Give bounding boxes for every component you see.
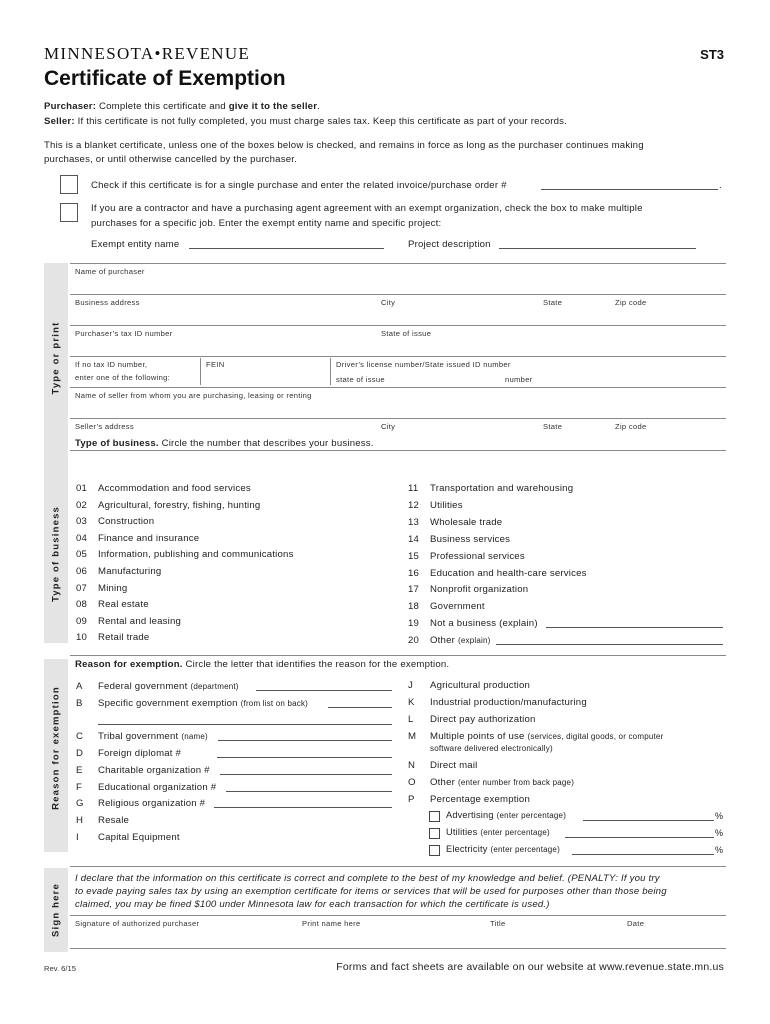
divider xyxy=(70,948,726,949)
business-item-label: Agricultural, forestry, fishing, hunting xyxy=(98,499,261,511)
percentage-note: (enter percentage) xyxy=(480,828,550,837)
fein-label: FEIN xyxy=(206,360,225,369)
percentage-checkbox[interactable] xyxy=(429,828,440,839)
business-heading-text: Circle the number that describes your business. xyxy=(158,438,374,449)
form-number: ST3 xyxy=(700,47,724,62)
blanket-text-2: purchases, or until otherwise cancelled by the purchaser. xyxy=(44,154,297,165)
business-item-number: 05 xyxy=(76,549,88,561)
declaration-line-1: I declare that the information on this certificate is correct and complete to the best of my knowledge and belief. (PENALTY: If you try xyxy=(75,873,660,884)
reason-entry-field[interactable] xyxy=(218,740,392,741)
reason-text: Religious organization # xyxy=(98,798,206,809)
reason-text: Multiple points of use xyxy=(430,731,525,742)
name-of-purchaser-label: Name of purchaser xyxy=(75,267,145,276)
reason-label xyxy=(430,760,478,771)
percentage-label xyxy=(446,827,550,838)
reason-letter: M xyxy=(408,731,417,742)
business-heading-bold: Type of business. xyxy=(75,438,159,449)
reason-letter: G xyxy=(76,798,84,809)
reason-note: (department) xyxy=(190,682,239,691)
reason-letter: I xyxy=(76,832,79,843)
business-item-label xyxy=(430,500,463,511)
business-item-label: Mining xyxy=(98,582,128,594)
reason-label xyxy=(430,680,530,691)
reason-heading xyxy=(75,659,449,670)
reason-label xyxy=(430,777,574,788)
divider xyxy=(70,866,726,867)
agency-logo: MINNESOTA•REVENUE xyxy=(44,44,251,63)
website-note: Forms and fact sheets are available on our website at www.revenue.state.mn.us xyxy=(336,961,724,973)
reason-letter: O xyxy=(408,777,416,788)
dl-state-label: state of issue xyxy=(336,375,385,384)
reason-text: Direct pay authorization xyxy=(430,714,536,725)
reason-text: Charitable organization # xyxy=(98,765,210,776)
reason-letter: F xyxy=(76,782,83,793)
percent-sign: % xyxy=(715,845,724,855)
business-item-label: Rental and leasing xyxy=(98,615,182,627)
business-item-label xyxy=(430,635,490,646)
percentage-checkbox[interactable] xyxy=(429,845,440,856)
reason-text: Resale xyxy=(98,815,130,826)
declaration-line-2: to evade paying sales tax by using an exemption certificate for items or services that will be used for purposes other than those being xyxy=(75,886,667,897)
reason-heading-bold: Reason for exemption. xyxy=(75,659,183,670)
percentage-field[interactable] xyxy=(572,854,714,855)
reason-letter: C xyxy=(76,731,84,742)
business-item-number: 10 xyxy=(76,632,88,644)
tax-id-label: Purchaser’s tax ID number xyxy=(75,329,173,338)
reason-letter: P xyxy=(408,794,415,805)
business-item-number: 08 xyxy=(76,599,88,611)
percentage-field[interactable] xyxy=(565,837,714,838)
reason-text: Other xyxy=(430,777,455,788)
business-item-text: Nonprofit organization xyxy=(430,584,529,596)
reason-label xyxy=(98,765,210,776)
reason-entry-field[interactable] xyxy=(220,774,392,775)
business-item-text: Wholesale trade xyxy=(430,516,503,528)
date-label: Date xyxy=(627,919,645,928)
reason-letter: L xyxy=(408,714,414,725)
no-tax-id-label-1: If no tax ID number, xyxy=(75,360,148,369)
state-of-issue-label: State of issue xyxy=(381,329,432,338)
reason-text: Educational organization # xyxy=(98,782,217,793)
divider xyxy=(70,418,726,419)
city-label: City xyxy=(381,298,396,307)
business-item-number: 15 xyxy=(408,550,420,562)
business-item-text: Education and health-care services xyxy=(430,567,587,579)
reason-label xyxy=(98,832,180,843)
declaration-line-3: claimed, you may be fined $100 under Minnesota law for each transaction for which the certificate is used.) xyxy=(75,899,550,910)
percentage-text: Electricity xyxy=(446,844,488,854)
single-purchase-checkbox[interactable] xyxy=(60,175,78,194)
divider xyxy=(70,294,726,295)
business-item-label xyxy=(430,584,528,595)
reason-entry-field[interactable] xyxy=(217,757,392,758)
exempt-entity-label: Exempt entity name xyxy=(91,239,180,250)
business-heading xyxy=(75,438,374,449)
business-item-label xyxy=(430,551,525,562)
divider xyxy=(70,325,726,326)
reason-label xyxy=(430,731,663,742)
reason-letter: E xyxy=(76,765,83,776)
reason-letter: J xyxy=(408,680,413,691)
type-or-print-label: Type or print xyxy=(50,321,62,395)
purchaser-text-bold: give it to the seller xyxy=(228,101,318,112)
business-item-number: 01 xyxy=(76,483,88,494)
reason-label xyxy=(430,697,587,708)
business-item-number: 06 xyxy=(76,566,88,577)
purchaser-text-end: . xyxy=(317,101,321,112)
percentage-checkbox[interactable] xyxy=(429,811,440,822)
seller-city-label: City xyxy=(381,422,396,431)
reason-letter: K xyxy=(408,697,415,708)
divider xyxy=(70,356,726,357)
contractor-checkbox[interactable] xyxy=(60,203,78,222)
project-field[interactable] xyxy=(499,248,696,249)
percentage-note: (enter percentage) xyxy=(490,845,560,854)
period: . xyxy=(719,180,722,191)
business-item-number: 17 xyxy=(408,584,420,596)
purchaser-label: Purchaser: xyxy=(44,101,97,112)
seller-zip-label: Zip code xyxy=(615,422,647,431)
business-item-text: Business services xyxy=(430,533,511,545)
business-item-number: 02 xyxy=(76,499,88,511)
reason-letter: A xyxy=(76,681,83,692)
business-item-number: 09 xyxy=(76,615,88,627)
seller-instruction xyxy=(44,116,567,127)
seller-state-label: State xyxy=(543,422,563,431)
no-tax-id-label-2: enter one of the following: xyxy=(75,373,171,382)
business-item-number: 20 xyxy=(408,635,420,647)
reason-label xyxy=(98,782,216,793)
percentage-label xyxy=(446,810,566,821)
reason-label xyxy=(98,748,181,759)
business-address-label: Business address xyxy=(75,298,140,307)
reason-note: (enter number from back page) xyxy=(458,778,575,787)
business-item-label xyxy=(430,618,538,629)
reason-label xyxy=(98,815,129,826)
divider xyxy=(330,358,331,385)
revision-label: Rev. 6/15 xyxy=(44,964,76,973)
reason-text: Specific government exemption xyxy=(98,698,238,709)
reason-label xyxy=(98,731,208,742)
reason-entry-field[interactable] xyxy=(256,690,392,691)
business-item-number: 14 xyxy=(408,533,420,545)
reason-text: Percentage exemption xyxy=(430,794,530,805)
business-item-label xyxy=(430,601,485,612)
percentage-label xyxy=(446,844,560,855)
divider xyxy=(70,655,726,656)
project-label: Project description xyxy=(408,239,491,250)
business-item-text: Not a business (explain) xyxy=(430,618,538,630)
drivers-license-label: Driver’s license number/State issued ID number xyxy=(336,360,511,369)
print-name-label: Print name here xyxy=(302,919,361,928)
business-item-label: Retail trade xyxy=(98,632,150,644)
reason-label xyxy=(98,798,205,809)
reason-label: Reason for exemption xyxy=(50,686,62,810)
reason-letter: B xyxy=(76,698,83,709)
business-item-label: Real estate xyxy=(98,599,149,611)
divider xyxy=(70,263,726,264)
specific-gov-second-line[interactable] xyxy=(98,724,392,725)
contractor-text-2: purchases for a specific job. Enter the exempt entity name and specific project: xyxy=(91,218,442,229)
specific-gov-field[interactable] xyxy=(328,707,392,708)
seller-text: If this certificate is not fully completed, you must charge sales tax. Keep this certificate as part of your records. xyxy=(77,116,568,127)
type-of-business-label: Type of business xyxy=(50,505,62,603)
business-item-text: Professional services xyxy=(430,550,525,562)
reason-letter: N xyxy=(408,760,416,771)
reason-text: Industrial production/manufacturing xyxy=(430,697,587,708)
reason-text: Capital Equipment xyxy=(98,832,180,843)
page-title: Certificate of Exemption xyxy=(44,67,286,90)
divider xyxy=(70,915,726,916)
business-item-number: 07 xyxy=(76,582,88,594)
business-item-text: Other xyxy=(430,635,455,647)
other-explain-field[interactable] xyxy=(496,644,723,645)
reason-note: (name) xyxy=(181,732,208,741)
seller-address-label: Seller’s address xyxy=(75,422,134,431)
reason-letter: D xyxy=(76,748,84,759)
seller-name-label: Name of seller from whom you are purchasing, leasing or renting xyxy=(75,391,312,400)
invoice-number-field[interactable] xyxy=(541,189,718,190)
dl-number-label: number xyxy=(505,375,533,384)
seller-label: Seller: xyxy=(44,116,75,127)
exempt-entity-field[interactable] xyxy=(189,248,384,249)
business-item-label: Accommodation and food services xyxy=(98,483,251,494)
business-item-number: 12 xyxy=(408,499,420,511)
reason-letter: H xyxy=(76,815,84,826)
business-item-number: 19 xyxy=(408,618,420,630)
business-item-text: Utilities xyxy=(430,499,463,511)
business-item-label: Construction xyxy=(98,516,155,528)
percentage-text: Advertising xyxy=(446,810,494,820)
title-label: Title xyxy=(490,919,506,928)
business-item-label xyxy=(430,534,510,545)
business-item-label: Finance and insurance xyxy=(98,532,200,544)
state-label: State xyxy=(543,298,563,307)
divider xyxy=(200,358,201,385)
blanket-text-1: This is a blanket certificate, unless one of the boxes below is checked, and remains in force as long as the purchaser continues making xyxy=(44,140,644,151)
reason-text: Tribal government xyxy=(98,731,179,742)
reason-text: Direct mail xyxy=(430,760,478,771)
reason-note: (services, digital goods, or computer xyxy=(527,732,664,741)
business-item-label xyxy=(430,517,502,528)
contractor-text-1: If you are a contractor and have a purchasing agent agreement with an exempt organization, check the box to make multiple xyxy=(91,203,643,214)
reason-label xyxy=(430,714,536,725)
reason-entry-field[interactable] xyxy=(214,807,392,808)
reason-note: (from list on back) xyxy=(240,699,309,708)
purchaser-instruction xyxy=(44,101,320,112)
not-business-explain-field[interactable] xyxy=(546,627,723,628)
reason-text: Foreign diplomat # xyxy=(98,748,182,759)
reason-label xyxy=(98,681,239,692)
percentage-text: Utilities xyxy=(446,827,478,837)
percentage-note: (enter percentage) xyxy=(496,811,567,820)
divider xyxy=(70,387,726,388)
single-purchase-label: Check if this certificate is for a single purchase and enter the related invoice/purchase order # xyxy=(91,180,507,191)
reason-text: Agricultural production xyxy=(430,680,531,691)
reason-entry-field[interactable] xyxy=(226,791,392,792)
reason-label xyxy=(430,794,530,805)
sign-here-label: Sign here xyxy=(50,882,62,938)
business-item-note: (explain) xyxy=(458,636,491,646)
reason-note-continued: software delivered electronically) xyxy=(430,744,553,753)
business-item-number: 16 xyxy=(408,567,420,579)
percent-sign: % xyxy=(715,828,724,838)
signature-label: Signature of authorized purchaser xyxy=(75,919,200,928)
divider xyxy=(70,450,726,451)
business-item-number: 04 xyxy=(76,532,88,544)
business-item-label: Information, publishing and communications xyxy=(98,549,294,561)
business-item-number: 11 xyxy=(408,483,419,494)
reason-heading-text: Circle the letter that identifies the reason for the exemption. xyxy=(182,659,450,670)
business-item-label xyxy=(430,568,587,579)
business-item-text: Transportation and warehousing xyxy=(430,483,574,494)
business-item-number: 18 xyxy=(408,601,420,613)
purchaser-text: Complete this certificate and xyxy=(99,101,229,112)
reason-label xyxy=(98,698,308,709)
business-item-label: Manufacturing xyxy=(98,566,162,577)
business-item-text: Government xyxy=(430,601,485,613)
business-item-number: 13 xyxy=(408,516,420,528)
reason-text: Federal government xyxy=(98,681,188,692)
business-item-number: 03 xyxy=(76,516,88,528)
zip-label: Zip code xyxy=(615,298,647,307)
percent-sign: % xyxy=(715,811,724,821)
percentage-field[interactable] xyxy=(583,820,714,821)
business-item-label xyxy=(430,483,573,494)
